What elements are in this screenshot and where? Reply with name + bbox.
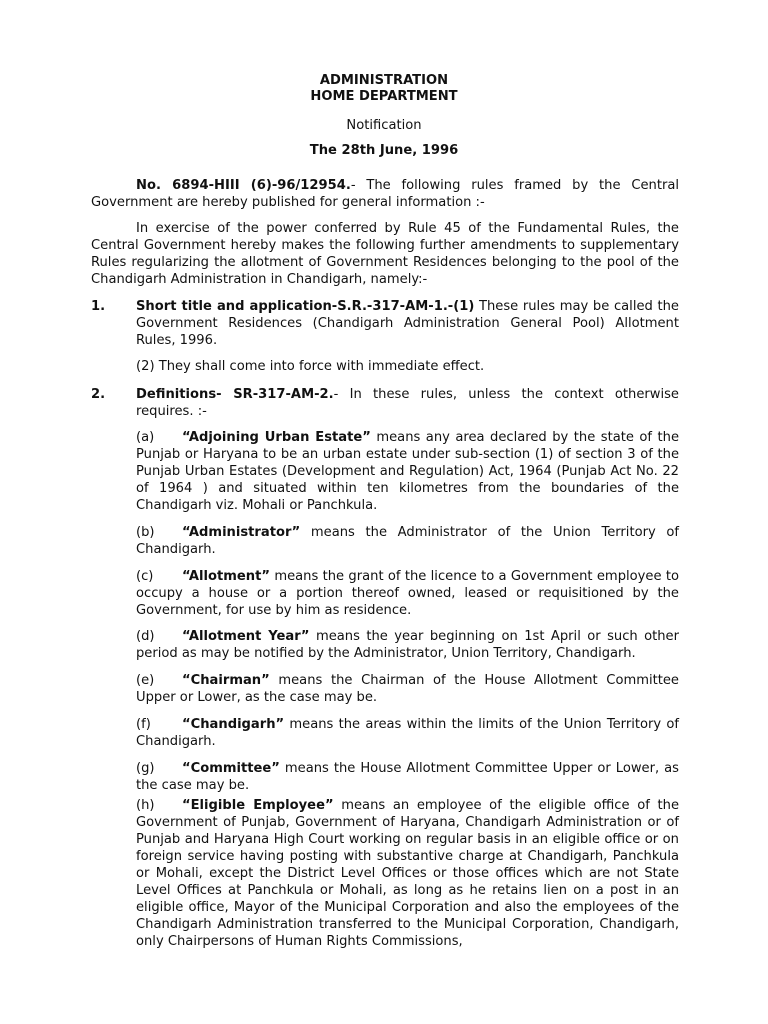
definition-c bbox=[136, 568, 679, 619]
definition-g bbox=[136, 760, 679, 794]
definition-b-label: (b) bbox=[136, 525, 155, 540]
definition-a-label: (a) bbox=[136, 430, 155, 445]
definition-d-text: means the year beginning on 1st April or such other period as may be notified by the Administrator, Union Territory, Chandigarh. bbox=[136, 629, 679, 661]
section-1-text: These rules may be called the Government Residences (Chandigarh Administration General Pool) Allotment Rules, 1996. bbox=[136, 299, 679, 348]
section-1-heading: Short title and application-S.R.-317-AM-1.-(1) bbox=[136, 299, 475, 314]
definition-h bbox=[136, 797, 679, 950]
definition-a-text: means any area declared by the state of the Punjab or Haryana to be an urban estate under sub-section (1) of section 3 of the Punjab Urban Estates (Development and Regulation) Act, 1964 (Punjab Act No. 22 of 1964 ) and situated within ten kilometres from the boundaries of the Chandigarh viz. Mohali or Panchkula. bbox=[136, 430, 680, 513]
definition-b-text: means the Administrator of the Union Territory of Chandigarh. bbox=[136, 525, 679, 557]
header-administration: ADMINISTRATION bbox=[319, 73, 449, 88]
section-1-number: 1. bbox=[91, 299, 106, 314]
section-2-text: - In these rules, unless the context otherwise requires. :- bbox=[136, 387, 679, 419]
definition-f bbox=[136, 716, 679, 750]
definition-e-term: “Chairman” bbox=[182, 673, 270, 688]
section-2 bbox=[136, 386, 679, 420]
notification-date: The 28th June, 1996 bbox=[309, 143, 459, 158]
intro-paragraph-1 bbox=[91, 177, 679, 211]
definition-d bbox=[136, 628, 679, 662]
definition-e bbox=[136, 672, 679, 706]
notification-label: Notification bbox=[346, 118, 422, 133]
definition-e-text: means the Chairman of the House Allotment Committee Upper or Lower, as the case may be. bbox=[136, 673, 679, 705]
definition-g-label: (g) bbox=[136, 761, 155, 776]
section-1 bbox=[136, 298, 679, 349]
definition-f-text: means the areas within the limits of the Union Territory of Chandigarh. bbox=[136, 717, 679, 749]
definition-c-label: (c) bbox=[136, 569, 154, 584]
definition-h-label: (h) bbox=[136, 798, 155, 813]
intro-paragraph-2: In exercise of the power conferred by Rule 45 of the Fundamental Rules, the Central Government hereby makes the following further amendments to supplementary Rules regularizing the allotment of Government Residences belonging to the pool of the Chandigarh Administration in Chandigarh, namely:- bbox=[91, 221, 679, 287]
definition-c-term: “Allotment” bbox=[182, 569, 270, 584]
definition-a bbox=[136, 429, 679, 514]
definition-d-label: (d) bbox=[136, 629, 155, 644]
definition-b-term: “Administrator” bbox=[182, 525, 301, 540]
definition-e-label: (e) bbox=[136, 673, 155, 688]
header-home-department: HOME DEPARTMENT bbox=[310, 89, 458, 104]
section-2-heading: Definitions- SR-317-AM-2. bbox=[136, 387, 334, 402]
definition-b bbox=[136, 524, 679, 558]
definition-f-label: (f) bbox=[136, 717, 151, 732]
definition-d-term: “Allotment Year” bbox=[182, 629, 310, 644]
notification-number: No. 6894-HIII (6)-96/12954. bbox=[136, 178, 351, 193]
section-1-subclause-2: (2) They shall come into force with immediate effect. bbox=[136, 359, 485, 374]
definition-f-term: “Chandigarh” bbox=[182, 717, 285, 732]
section-2-number: 2. bbox=[91, 387, 106, 402]
definition-g-text: means the House Allotment Committee Upper or Lower, as the case may be. bbox=[136, 761, 679, 793]
definition-g-term: “Committee” bbox=[182, 761, 280, 776]
definition-a-term: “Adjoining Urban Estate” bbox=[182, 430, 371, 445]
definition-h-text: means an employee of the eligible office of the Government of Punjab, Government of Haryana, Chandigarh Administration or of Punjab and Haryana High Court working on regular basis in an eligible office or on foreign service having posting with substantive charge at Chandigarh, Panchkula or Mohali, except the District Level Offices or those offices which are not State Level Offices at Panchkula or Mohali, as long as he retains lien on a post in an eligible office, Mayor of the Municipal Corporation and also the employees of the Chandigarh Administration transferred to the Municipal Corporation, Chandigarh, only Chairpersons of Human Rights Commissions, bbox=[136, 798, 679, 949]
definition-c-text: means the grant of the licence to a Government employee to occupy a house or a portion thereof owned, leased or requisitioned by the Government, for use by him as residence. bbox=[136, 569, 679, 618]
definition-h-term: “Eligible Employee” bbox=[182, 798, 334, 813]
intro-paragraph-1-text: - The following rules framed by the Central Government are hereby published for general information :- bbox=[91, 178, 680, 210]
